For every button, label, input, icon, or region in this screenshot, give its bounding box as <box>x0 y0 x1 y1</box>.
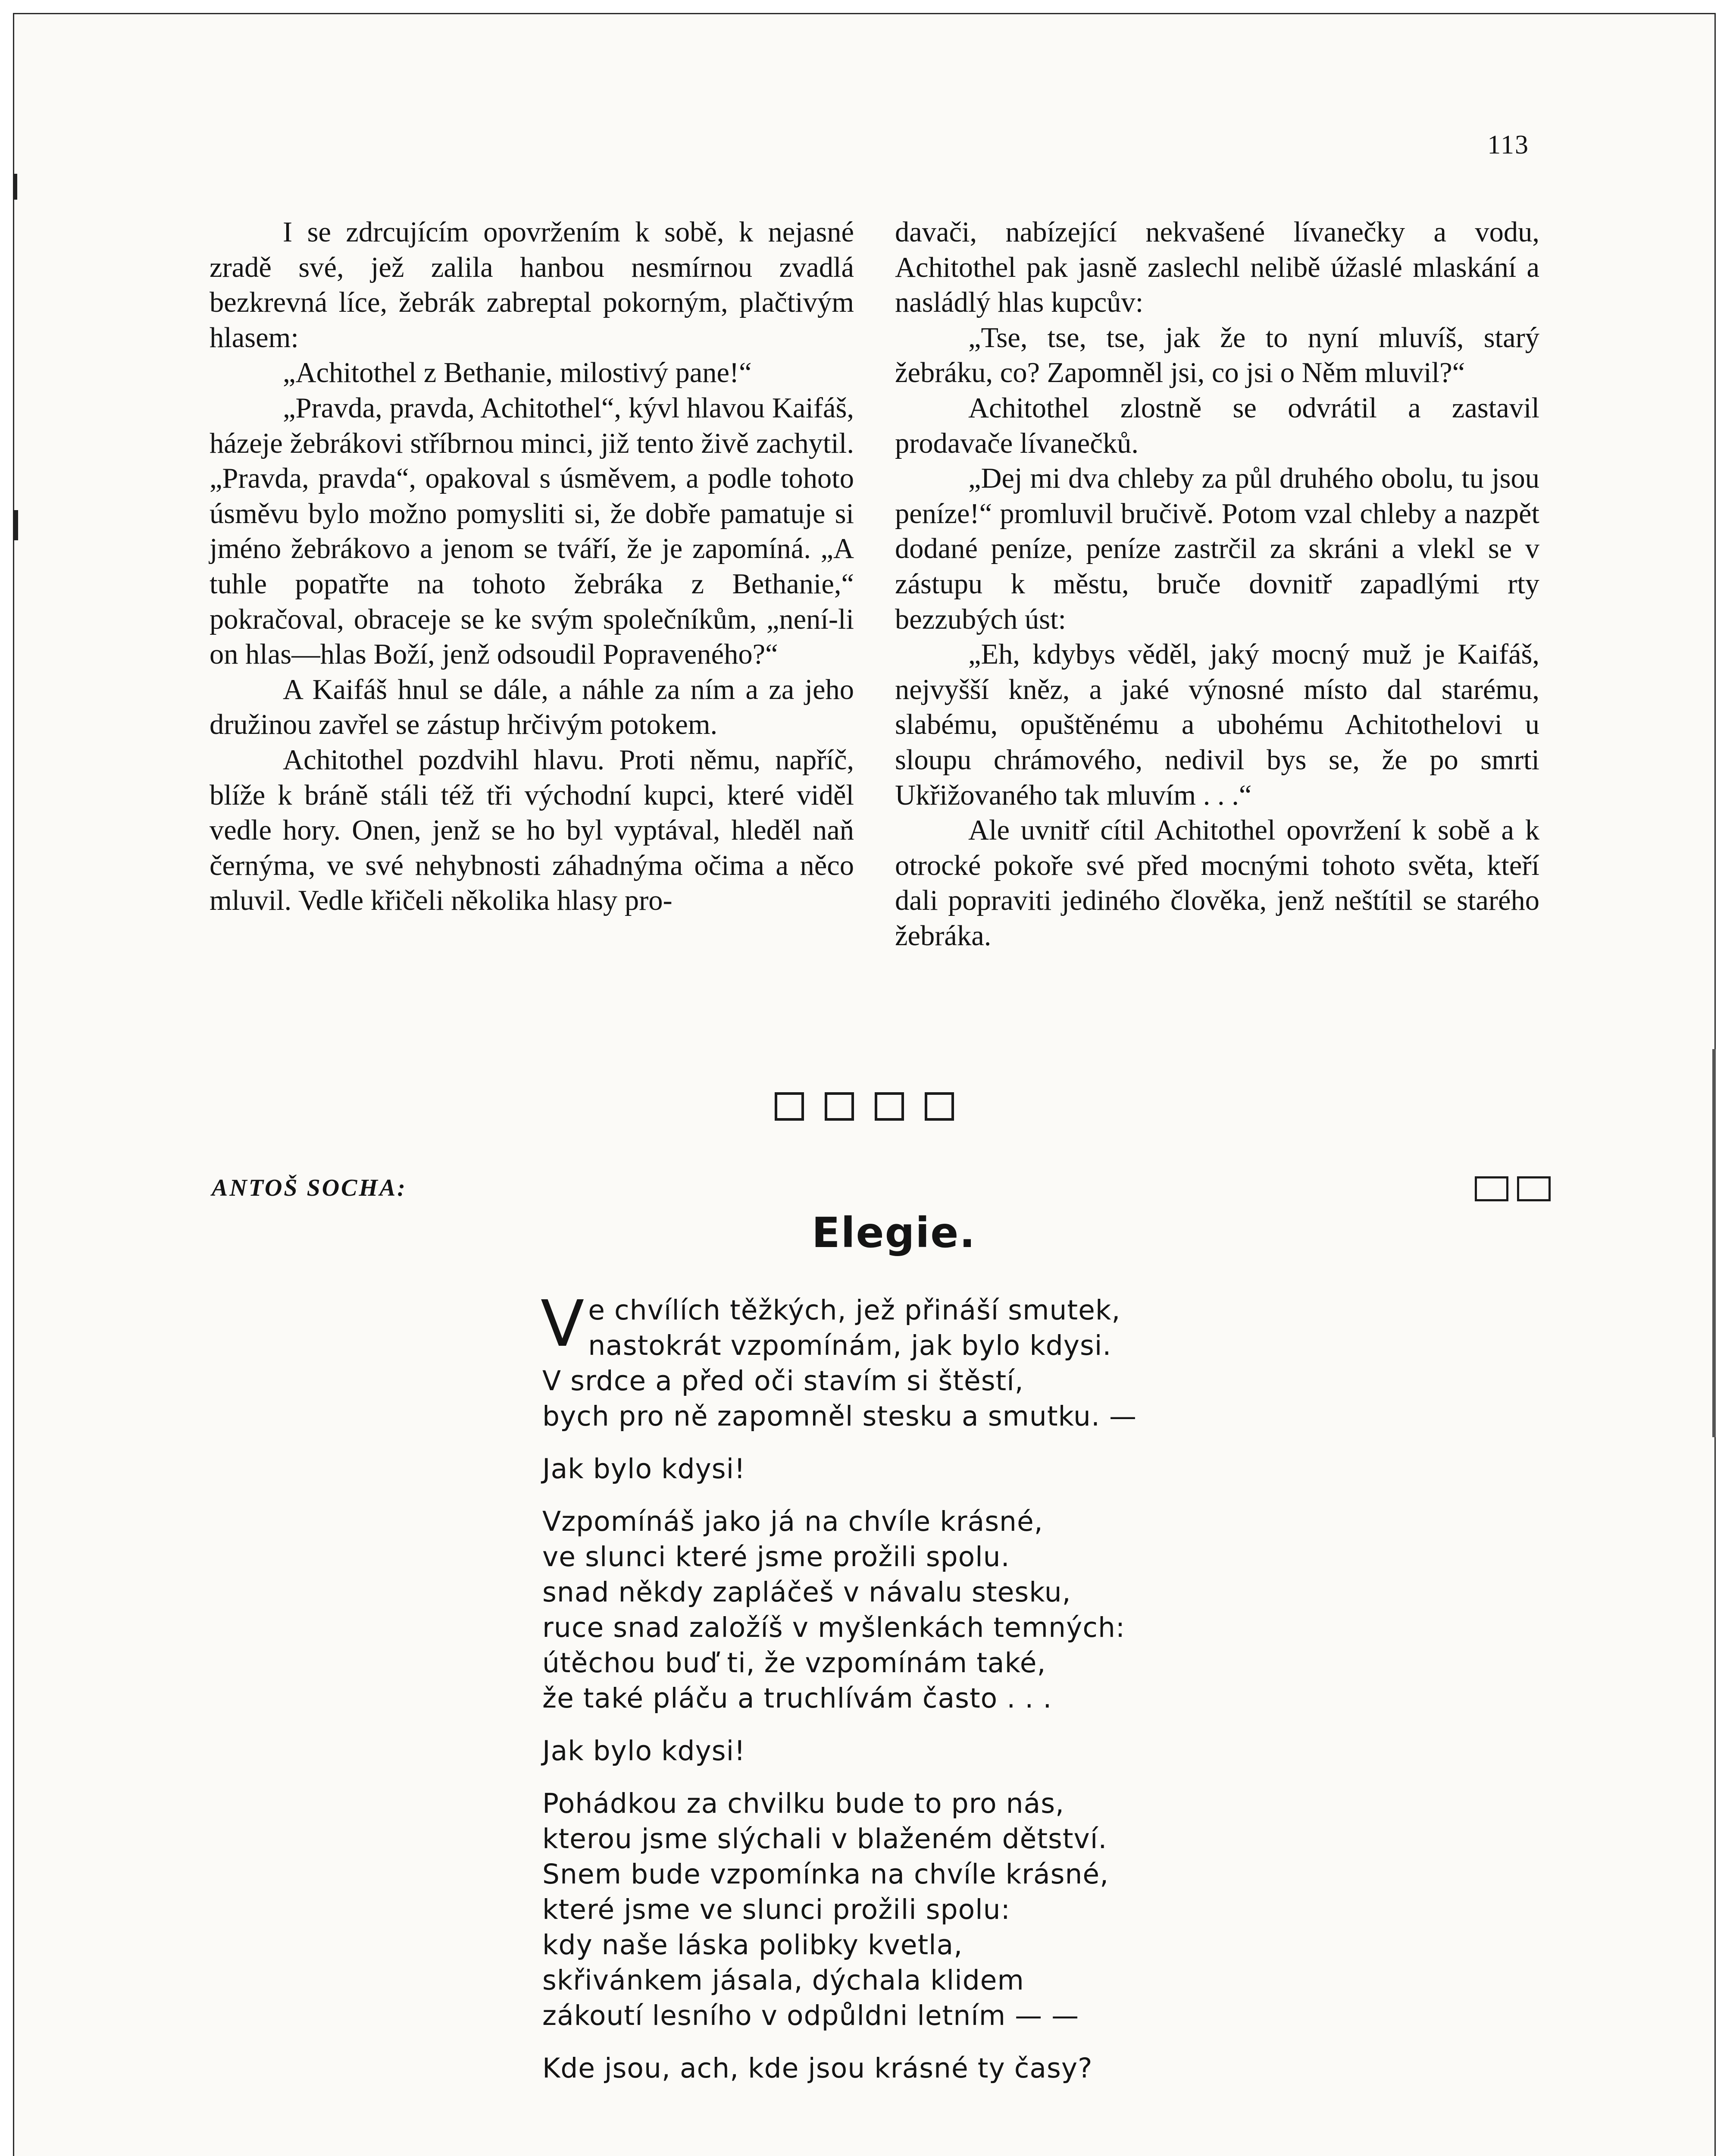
poem-title: Elegie. <box>812 1209 976 1257</box>
square-ornament-icon <box>925 1092 954 1121</box>
scan-edge-mark <box>1712 1049 1716 1437</box>
square-ornament-icon <box>1475 1176 1508 1201</box>
poem-line: nastokrát vzpomínám, jak bylo kdysi. <box>588 1330 1112 1361</box>
poem-line: bych pro ně zapomněl stesku a smutku. — <box>542 1401 1137 1432</box>
paragraph: „Tse, tse, tse, jak že to nyní mluvíš, starý žebráku, co? Zapomněl jsi, co jsi o Něm mluvil?“ <box>895 322 1539 389</box>
paragraph: A Kaifáš hnul se dále, a náhle za ním a za jeho družinou zavřel se zástup hrčivým potokem. <box>210 674 854 741</box>
poem-author: ANTOŠ SOCHA: <box>212 1175 407 1201</box>
paragraph: „Pravda, pravda, Achitothel“, kývl hlavou Kaifáš, házeje žebrákovi stříbrnou minci, již tento živě zachytil. „Pravda, pravda“, opakoval s úsměvem, a podle tohoto úsměvu bylo možno pomysliti si, že dobře pamatuje si jméno žebrákovo a jenom se tváří, že je zapomíná. „A tuhle popatřte na tohoto žebráka z Bethanie,“ pokračoval, obraceje se ke svým společníkům, „není-li on hlas—hlas Boží, jenž odsoudil Popraveného?“ <box>210 392 854 671</box>
poem-line: ruce snad založíš v myšlenkách temných: <box>542 1612 1126 1643</box>
poem-body <box>541 1287 1275 2086</box>
poem-refrain: Jak bylo kdysi! <box>542 1453 746 1485</box>
square-ornament-icon <box>825 1092 854 1121</box>
square-ornament-icon <box>775 1092 804 1121</box>
square-ornament-icon <box>875 1092 904 1121</box>
paragraph: Ale uvnitř cítil Achitothel opovržení k sobě a k otrocké pokoře své před mocnými tohoto světa, kteří dali popraviti jediného člověka, jenž neštítil se starého žebráka. <box>895 815 1539 952</box>
left-column <box>210 215 854 918</box>
scan-edge-mark <box>13 174 17 200</box>
poem-line: Pohádkou za chvilku bude to pro nás, <box>542 1788 1065 1819</box>
paragraph: Achitothel zlostně se odvrátil a zastavil prodavače lívanečků. <box>895 392 1539 459</box>
poem-line: snad někdy zapláčeš v návalu stesku, <box>542 1576 1071 1608</box>
square-ornament-icon <box>1517 1176 1551 1201</box>
paragraph: I se zdrcujícím opovržením k sobě, k nejasné zradě své, jež zalila hanbou nesmírnou zvadlá bezkrevná líce, žebrák zabreptal pokorným, plačtivým hlasem: <box>210 216 854 354</box>
poem-line: kdy naše láska polibky kvetla, <box>542 1929 963 1961</box>
header-ornament <box>1475 1176 1551 1201</box>
poem-line: ve slunci které jsme prožili spolu. <box>542 1541 1010 1573</box>
paragraph: davači, nabízející nekvašené lívanečky a vodu, Achitothel pak jasně zaslechl nelibě úžaslé mlaskání a nasládlý hlas kupcův: <box>895 216 1539 319</box>
paragraph: Achitothel pozdvihl hlavu. Proti němu, napříč, blíže k bráně stáli též tři východní kupci, které viděl vedle hory. Onen, jenž se ho byl vyptával, hleděl naň černýma, ve své nehybnosti záhadnýma očima a něco mluvil. Vedle křičeli několika hlasy pro- <box>210 744 854 917</box>
poem-line: e chvílích těžkých, jež přináší smutek, <box>588 1294 1121 1326</box>
poem-line: které jsme ve slunci prožili spolu: <box>542 1894 1010 1925</box>
poem-dropcap: V <box>541 1287 585 1361</box>
scan-edge-mark <box>13 510 18 540</box>
right-column <box>895 215 1539 953</box>
poem-line: V srdce a před oči stavím si štěstí, <box>542 1365 1024 1397</box>
poem-line: kterou jsme slýchali v blaženém dětství. <box>542 1823 1107 1855</box>
poem-line: Snem bude vzpomínka na chvíle krásné, <box>542 1858 1109 1890</box>
section-divider-ornament <box>14 1092 1714 1121</box>
poem-line: Vzpomínáš jako já na chvíle krásné, <box>542 1506 1043 1537</box>
paragraph: „Dej mi dva chleby za půl druhého obolu, tu jsou peníze!“ promluvil bručivě. Potom vzal chleby a nazpět dodané peníze, peníze zastrčil za skráni a vlekl se v zástupu k městu, bruče dovnitř zapadlými rty bezzubých úst: <box>895 463 1539 635</box>
poem-line: že také pláču a truchlívám často . . . <box>542 1683 1052 1714</box>
poem-line: zákoutí lesního v odpůldni letním — — <box>542 2000 1079 2031</box>
poem-line: útěchou buď ti, že vzpomínám také, <box>542 1647 1046 1679</box>
book-page <box>13 13 1716 2156</box>
poem-refrain: Jak bylo kdysi! <box>542 1735 746 1767</box>
poem-line: skřivánkem jásala, dýchala klidem <box>542 1965 1024 1996</box>
paragraph: „Achitothel z Bethanie, milostivý pane!“ <box>283 357 752 389</box>
page-number: 113 <box>1487 130 1529 160</box>
paragraph: „Eh, kdybys věděl, jaký mocný muž je Kaifáš, nejvyšší kněz, a jaké výnosné místo dal starému, slabému, opuštěnému a ubohému Achitothelovi u sloupu chrámového, nedivil bys se, že po smrti Ukřižovaného tak mluvím . . .“ <box>895 639 1539 811</box>
poem-closing-line: Kde jsou, ach, kde jsou krásné ty časy? <box>542 2053 1093 2084</box>
